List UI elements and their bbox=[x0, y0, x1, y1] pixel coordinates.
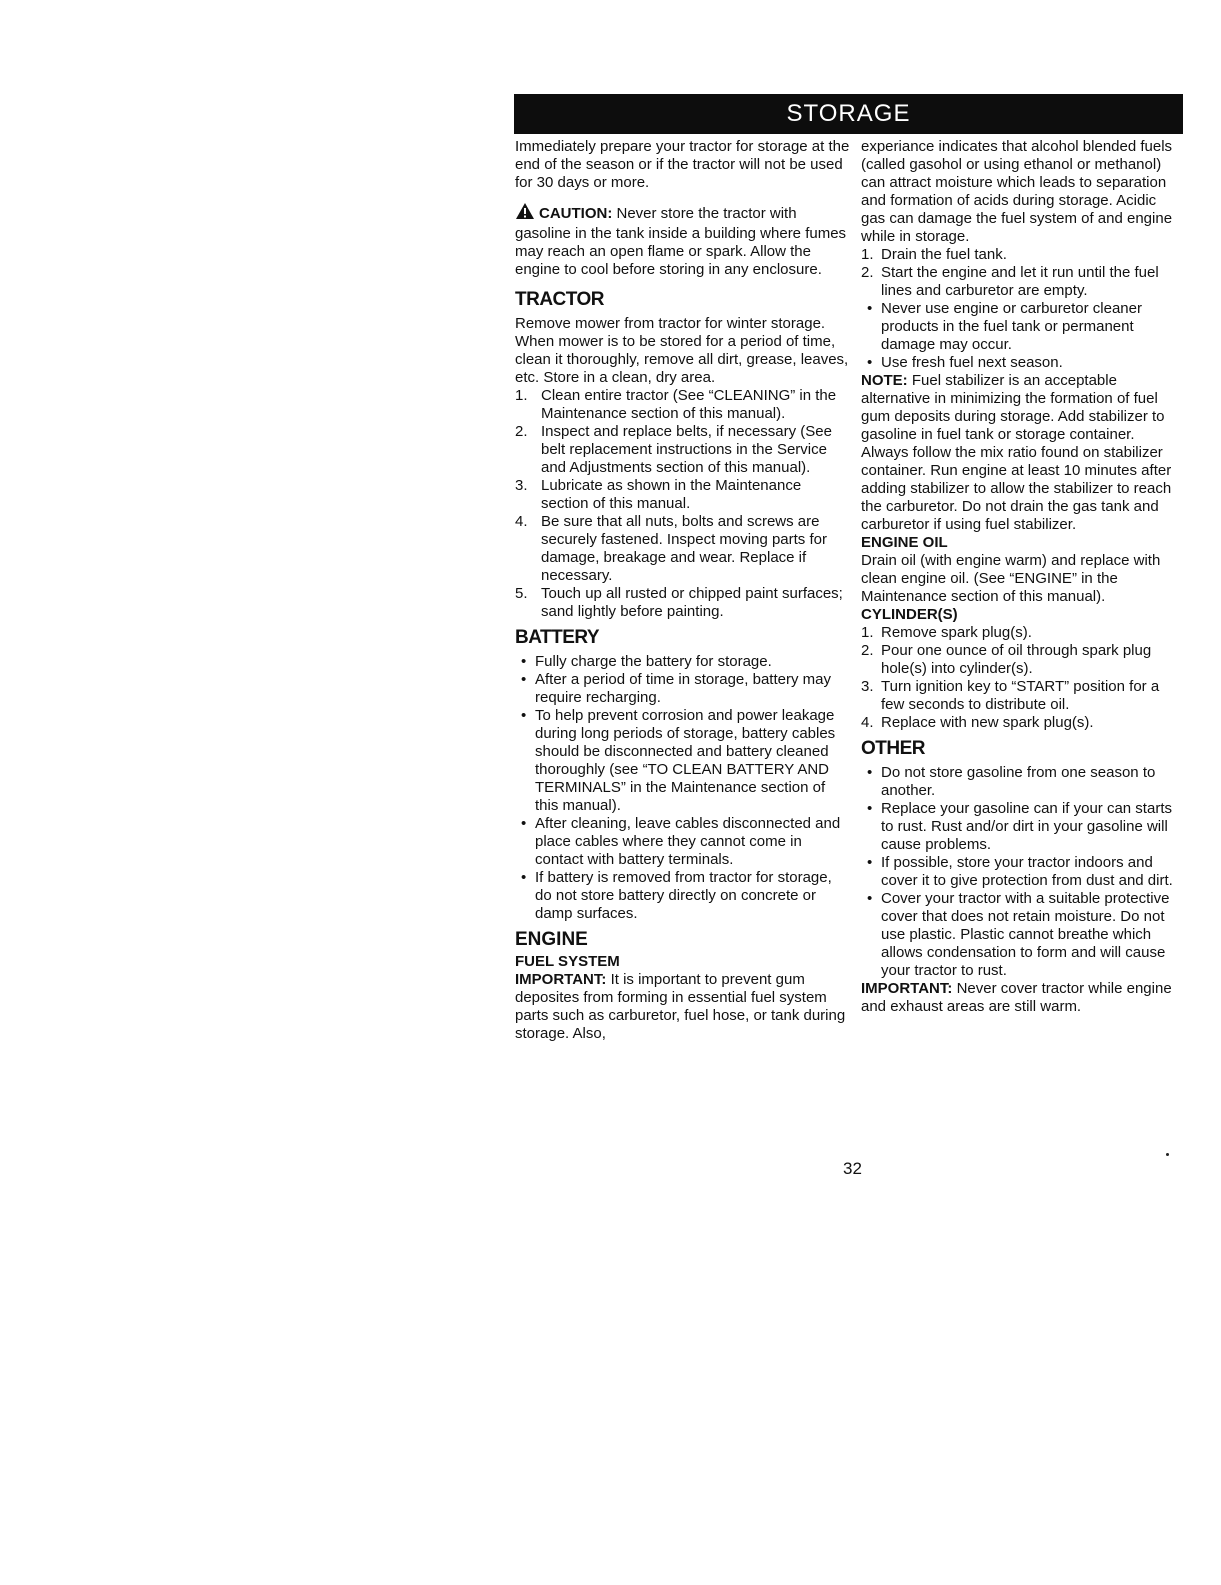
step-text: Remove spark plug(s). bbox=[881, 624, 1032, 641]
important-label: IMPORTANT: bbox=[861, 980, 953, 997]
list-item bbox=[515, 707, 850, 815]
bullet-text: Never use engine or carburetor cleaner products in the fuel tank or permanent damage may occur. bbox=[881, 300, 1142, 353]
important-text: Never cover tractor while engine and exhaust areas are still warm. bbox=[861, 980, 1172, 1015]
step-number: 5. bbox=[515, 585, 528, 602]
caution-text: Never store the tractor with gasoline in the tank inside a building where fumes may reach an open flame or spark. Allow the engine to cool before storing in any enclosure. bbox=[515, 205, 847, 278]
note-paragraph bbox=[861, 372, 1183, 534]
bullet-text: Cover your tractor with a suitable protective cover that does not retain moisture. Do not use plastic. Plastic cannot breathe which allows condensation to form and will cause your tractor to rust. bbox=[881, 890, 1170, 979]
bullet-icon: • bbox=[521, 671, 527, 688]
step-number: 1. bbox=[861, 624, 874, 641]
bullet-icon: • bbox=[867, 854, 873, 871]
list-item bbox=[515, 671, 850, 707]
important-warm-paragraph bbox=[861, 980, 1183, 1016]
battery-heading: BATTERY bbox=[515, 627, 600, 648]
bullet-text: After a period of time in storage, battery may require recharging. bbox=[535, 671, 831, 706]
step-text: Touch up all rusted or chipped paint surfaces; sand lightly before painting. bbox=[541, 585, 843, 620]
list-item bbox=[515, 585, 850, 621]
intro-paragraph: Immediately prepare your tractor for storage at the end of the season or if the tractor will not be used for 30 days or more. bbox=[515, 138, 850, 191]
warning-icon bbox=[515, 202, 535, 225]
right-column bbox=[861, 138, 1183, 1016]
fuel-system-heading: FUEL SYSTEM bbox=[515, 953, 620, 970]
list-item bbox=[861, 890, 1183, 980]
step-number: 2. bbox=[515, 423, 528, 440]
bullet-icon: • bbox=[867, 764, 873, 781]
note-text: Fuel stabilizer is an acceptable alternative in minimizing the formation of fuel gum deposits during storage. Add stabilizer to gasoline in fuel tank or storage container. Always follow the mix ratio found on stabilizer container. Run engine at least 10 minutes after adding stabilizer to allow the stabilizer to reach the carburetor. Do not drain the gas tank and carburetor if using fuel stabilizer. bbox=[861, 372, 1172, 533]
bullet-text: If possible, store your tractor indoors and cover it to give protection from dust and dirt. bbox=[881, 854, 1173, 889]
bullet-icon: • bbox=[521, 707, 527, 724]
cylinder-steps bbox=[861, 624, 1183, 732]
list-item bbox=[515, 423, 850, 477]
caution-label: CAUTION: bbox=[539, 205, 613, 222]
tractor-steps bbox=[515, 387, 850, 621]
bullet-icon: • bbox=[867, 354, 873, 371]
engine-heading: ENGINE bbox=[515, 929, 588, 950]
step-text: Lubricate as shown in the Maintenance section of this manual. bbox=[541, 477, 802, 512]
step-number: 3. bbox=[861, 678, 874, 695]
list-item bbox=[861, 854, 1183, 890]
step-text: Clean entire tractor (See “CLEANING” in the Maintenance section of this manual). bbox=[541, 387, 837, 422]
list-item bbox=[861, 678, 1183, 714]
list-item bbox=[861, 264, 1183, 300]
step-text: Drain the fuel tank. bbox=[881, 246, 1007, 263]
fuel-steps bbox=[861, 246, 1183, 300]
fuel-continued-paragraph: experiance indicates that alcohol blended fuels (called gasohol or using ethanol or methanol) can attract moisture which leads to separation and formation of acids during storage. Acidic gas can damage the fuel system of and engine while in storage. bbox=[861, 138, 1173, 245]
tractor-paragraph: Remove mower from tractor for winter storage. When mower is to be stored for a period of time, clean it thoroughly, remove all dirt, grease, leaves, etc. Store in a clean, dry area. bbox=[515, 315, 849, 386]
step-text: Start the engine and let it run until the fuel lines and carburetor are empty. bbox=[881, 264, 1159, 299]
bullet-text: After cleaning, leave cables disconnected and place cables where they cannot come in contact with battery terminals. bbox=[535, 815, 841, 868]
bullet-icon: • bbox=[521, 653, 527, 670]
list-item bbox=[861, 642, 1183, 678]
step-number: 2. bbox=[861, 264, 874, 281]
bullet-text: Use fresh fuel next season. bbox=[881, 354, 1063, 371]
cylinders-heading: CYLINDER(S) bbox=[861, 606, 958, 623]
step-text: Pour one ounce of oil through spark plug hole(s) into cylinder(s). bbox=[881, 642, 1152, 677]
step-number: 3. bbox=[515, 477, 528, 494]
section-banner: STORAGE bbox=[514, 94, 1183, 134]
step-number: 2. bbox=[861, 642, 874, 659]
list-item bbox=[861, 764, 1183, 800]
other-bullets bbox=[861, 764, 1183, 980]
important-paragraph bbox=[515, 971, 850, 1043]
engine-oil-heading: ENGINE OIL bbox=[861, 534, 948, 551]
list-item bbox=[861, 800, 1183, 854]
important-text: It is important to prevent gum deposites from forming in essential fuel system parts such as carburetor, fuel hose, or tank during storage. Also, bbox=[515, 971, 846, 1042]
list-item bbox=[515, 869, 850, 923]
step-number: 4. bbox=[861, 714, 874, 731]
bullet-text: Replace your gasoline can if your can starts to rust. Rust and/or dirt in your gasoline will cause problems. bbox=[881, 800, 1172, 853]
engine-oil-paragraph: Drain oil (with engine warm) and replace with clean engine oil. (See “ENGINE” in the Maintenance section of this manual). bbox=[861, 552, 1161, 605]
important-label: IMPORTANT: bbox=[515, 971, 607, 988]
note-label: NOTE: bbox=[861, 372, 908, 389]
left-column bbox=[515, 138, 850, 1043]
list-item bbox=[861, 246, 1183, 264]
bullet-icon: • bbox=[867, 300, 873, 317]
bullet-text: If battery is removed from tractor for storage, do not store battery directly on concrete or damp surfaces. bbox=[535, 869, 832, 922]
step-number: 4. bbox=[515, 513, 528, 530]
bullet-icon: • bbox=[867, 890, 873, 907]
step-text: Turn ignition key to “START” position for a few seconds to distribute oil. bbox=[881, 678, 1160, 713]
other-heading: OTHER bbox=[861, 738, 925, 759]
list-item bbox=[515, 815, 850, 869]
bullet-text: Do not store gasoline from one season to another. bbox=[881, 764, 1156, 799]
bullet-icon: • bbox=[521, 815, 527, 832]
step-number: 1. bbox=[515, 387, 528, 404]
bullet-text: To help prevent corrosion and power leakage during long periods of storage, battery cables should be disconnected and battery cleaned thoroughly (see “TO CLEAN BATTERY AND TERMINALS” in the Maintenance section of this manual). bbox=[535, 707, 836, 814]
list-item bbox=[515, 653, 850, 671]
list-item bbox=[861, 714, 1183, 732]
caution-block bbox=[515, 202, 850, 279]
tractor-heading: TRACTOR bbox=[515, 289, 605, 310]
bullet-icon: • bbox=[521, 869, 527, 886]
stray-mark bbox=[1166, 1153, 1169, 1156]
list-item bbox=[515, 387, 850, 423]
list-item bbox=[861, 300, 1183, 354]
list-item bbox=[515, 513, 850, 585]
list-item bbox=[515, 477, 850, 513]
list-item bbox=[861, 624, 1183, 642]
step-text: Inspect and replace belts, if necessary (See belt replacement instructions in the Service and Adjustments section of this manual). bbox=[541, 423, 832, 476]
list-item bbox=[861, 354, 1183, 372]
fuel-bullets bbox=[861, 300, 1183, 372]
battery-bullets bbox=[515, 653, 850, 923]
page-number: 32 bbox=[843, 1159, 862, 1178]
bullet-icon: • bbox=[867, 800, 873, 817]
step-text: Be sure that all nuts, bolts and screws are securely fastened. Inspect moving parts for damage, breakage and wear. Replace if necessary. bbox=[541, 513, 827, 584]
step-text: Replace with new spark plug(s). bbox=[881, 714, 1094, 731]
step-number: 1. bbox=[861, 246, 874, 263]
bullet-text: Fully charge the battery for storage. bbox=[535, 653, 772, 670]
